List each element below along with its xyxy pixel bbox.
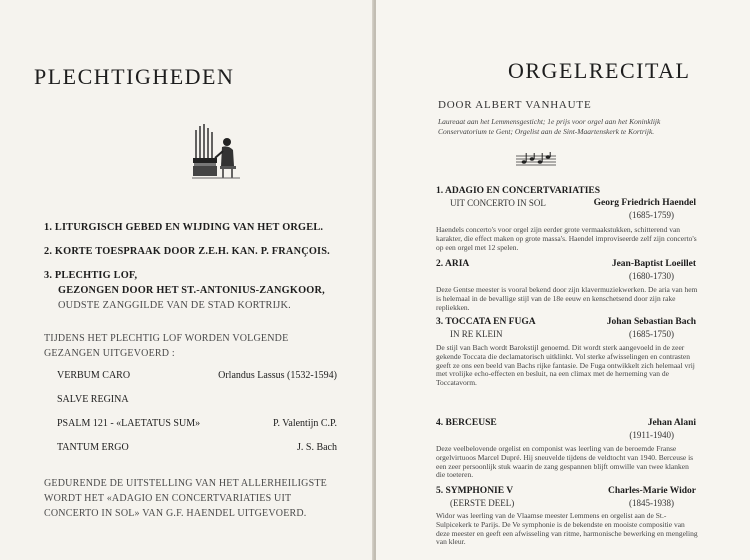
recital-piece [436,186,698,252]
song-title: PSALM 121 - «LAETATUS SUM» [57,418,201,429]
piece-dates: (1680-1730) [629,271,674,281]
songs-intro-line-2: GEZANGEN UITGEVOERD : [44,348,175,359]
recital-piece [436,317,698,388]
piece-dates: (1685-1759) [629,210,674,220]
song-title: VERBUM CARO [57,370,131,381]
right-page [376,0,750,560]
exposition-note-line-2: WORDT HET «ADAGIO EN CONCERTVARIATIES UIT [44,493,292,504]
piece-description: De stijl van Bach wordt Barokstijl genoemd. Dit wordt sterk aangevoeld in de zeer gekende Toccata die declamatorisch uitklinkt. Vol sterke afwisselingen en contrasten geeft ze ons een beeld van Bachs rijke fantasie. De Fuga ontwikkelt zich helemaal vrij met vrolijke echo-effecten en besluit, na een climax met de herneming van de Toccatavorm. [436,343,695,388]
left-page [0,0,374,560]
ceremony-item-3-line-3: OUDSTE ZANGGILDE VAN DE STAD KORTRIJK. [58,300,291,311]
piece-description: Widor was leerling van de Vlaamse meester Lemmens en orgelist aan de St.-Sulpicekerk te Parijs. De Ve symphonie is de bekendste en mooiste compositie van deze meester en geeft een afwisseling van ritme, harmonische bewerking en mengeling van kleur. [436,511,698,547]
piece-description: Deze Gentse meester is vooral bekend door zijn klavermuziekwerken. De aria van hem is helemaal in de bevallige stijl van de 18e eeuw en kenschetsend door zijn rake repliekken. [436,285,698,312]
piece-title: 4. BERCEUSE [436,418,497,428]
exposition-note-line-1: GEDURENDE DE UITSTELLING VAN HET ALLERHEILIGSTE [44,478,327,489]
ceremony-item-3: 3. PLECHTIG LOF, [44,270,138,281]
piece-composer: Jehan Alani [647,418,696,428]
recital-piece [436,259,698,312]
piece-subtitle: IN RE KLEIN [450,329,503,339]
song-title: SALVE REGINA [57,394,129,405]
piece-title: 1. ADAGIO EN CONCERTVARIATIES [436,186,601,196]
recital-piece [436,486,698,547]
left-page-title: PLECHTIGHEDEN [34,64,235,89]
piece-dates: (1685-1750) [629,329,674,339]
piece-description: Deze veelbelovende orgelist en componist was leerling van de beroemde Franse orgelvirtuoos Marcel Dupré. Hij sneuvelde tijdens de veldtocht van 1940. Berceuse is een zeer persoonlijk stuk waarin de zang gespannen blijft omwille van twee klanken die toeteren. [436,444,694,480]
piece-title: 3. TOCCATA EN FUGA [436,317,536,327]
piece-dates: (1845-1938) [629,498,674,508]
ceremony-item-2: 2. KORTE TOESPRAAK DOOR Z.E.H. KAN. P. FRANÇOIS. [44,246,330,257]
piece-composer: Georg Friedrich Haendel [593,198,696,208]
piece-dates: (1911-1940) [629,430,674,440]
song-title: TANTUM ERGO [57,442,129,453]
right-page-title: ORGELRECITAL [508,58,691,83]
song-composer: P. Valentijn C.P. [273,418,337,429]
piece-description: Haendels concerto's voor orgel zijn eerder grote vermaakstukken, schitterend van karakter, die effect maken op grote massa's. Haendel improviseerde zelf zijn concerto's op een orgel met 12 spelen. [436,225,697,252]
song-composer: Orlandus Lassus (1532-1594) [218,370,337,381]
piece-subtitle: UIT CONCERTO IN SOL [450,198,546,208]
ceremony-item-3-line-2: GEZONGEN DOOR HET ST.-ANTONIUS-ZANGKOOR, [58,285,325,296]
songs-intro-line-1: TIJDENS HET PLECHTIG LOF WORDEN VOLGENDE [44,333,289,344]
ceremony-item-1: 1. LITURGISCH GEBED EN WIJDING VAN HET ORGEL. [44,222,324,233]
organist-illustration [190,120,242,187]
piece-title: 5. SYMPHONIE V [436,486,514,496]
music-ornament-icon [514,152,558,173]
exposition-note-line-3: CONCERTO IN SOL» VAN G.F. HAENDEL UITGEVOERD. [44,508,307,519]
performer-name: DOOR ALBERT VANHAUTE [438,99,592,111]
recital-piece [436,418,698,480]
piece-composer: Johan Sebastian Bach [606,317,696,327]
piece-subtitle: (EERSTE DEEL) [450,498,515,508]
piece-composer: Jean-Baptist Loeillet [611,259,696,269]
piece-title: 2. ARIA [436,259,470,269]
songs-intro [44,331,288,361]
piece-composer: Charles-Marie Widor [607,486,696,496]
performer-bio: Laureaat aan het Lemmensgesticht; 1e prijs voor orgel aan het Koninklijk Conservatorium te Gent; Orgelist aan de Sint-Maartenskerk te Kortrijk. [438,117,661,136]
exposition-note [44,476,327,521]
song-composer: J. S. Bach [297,442,337,453]
